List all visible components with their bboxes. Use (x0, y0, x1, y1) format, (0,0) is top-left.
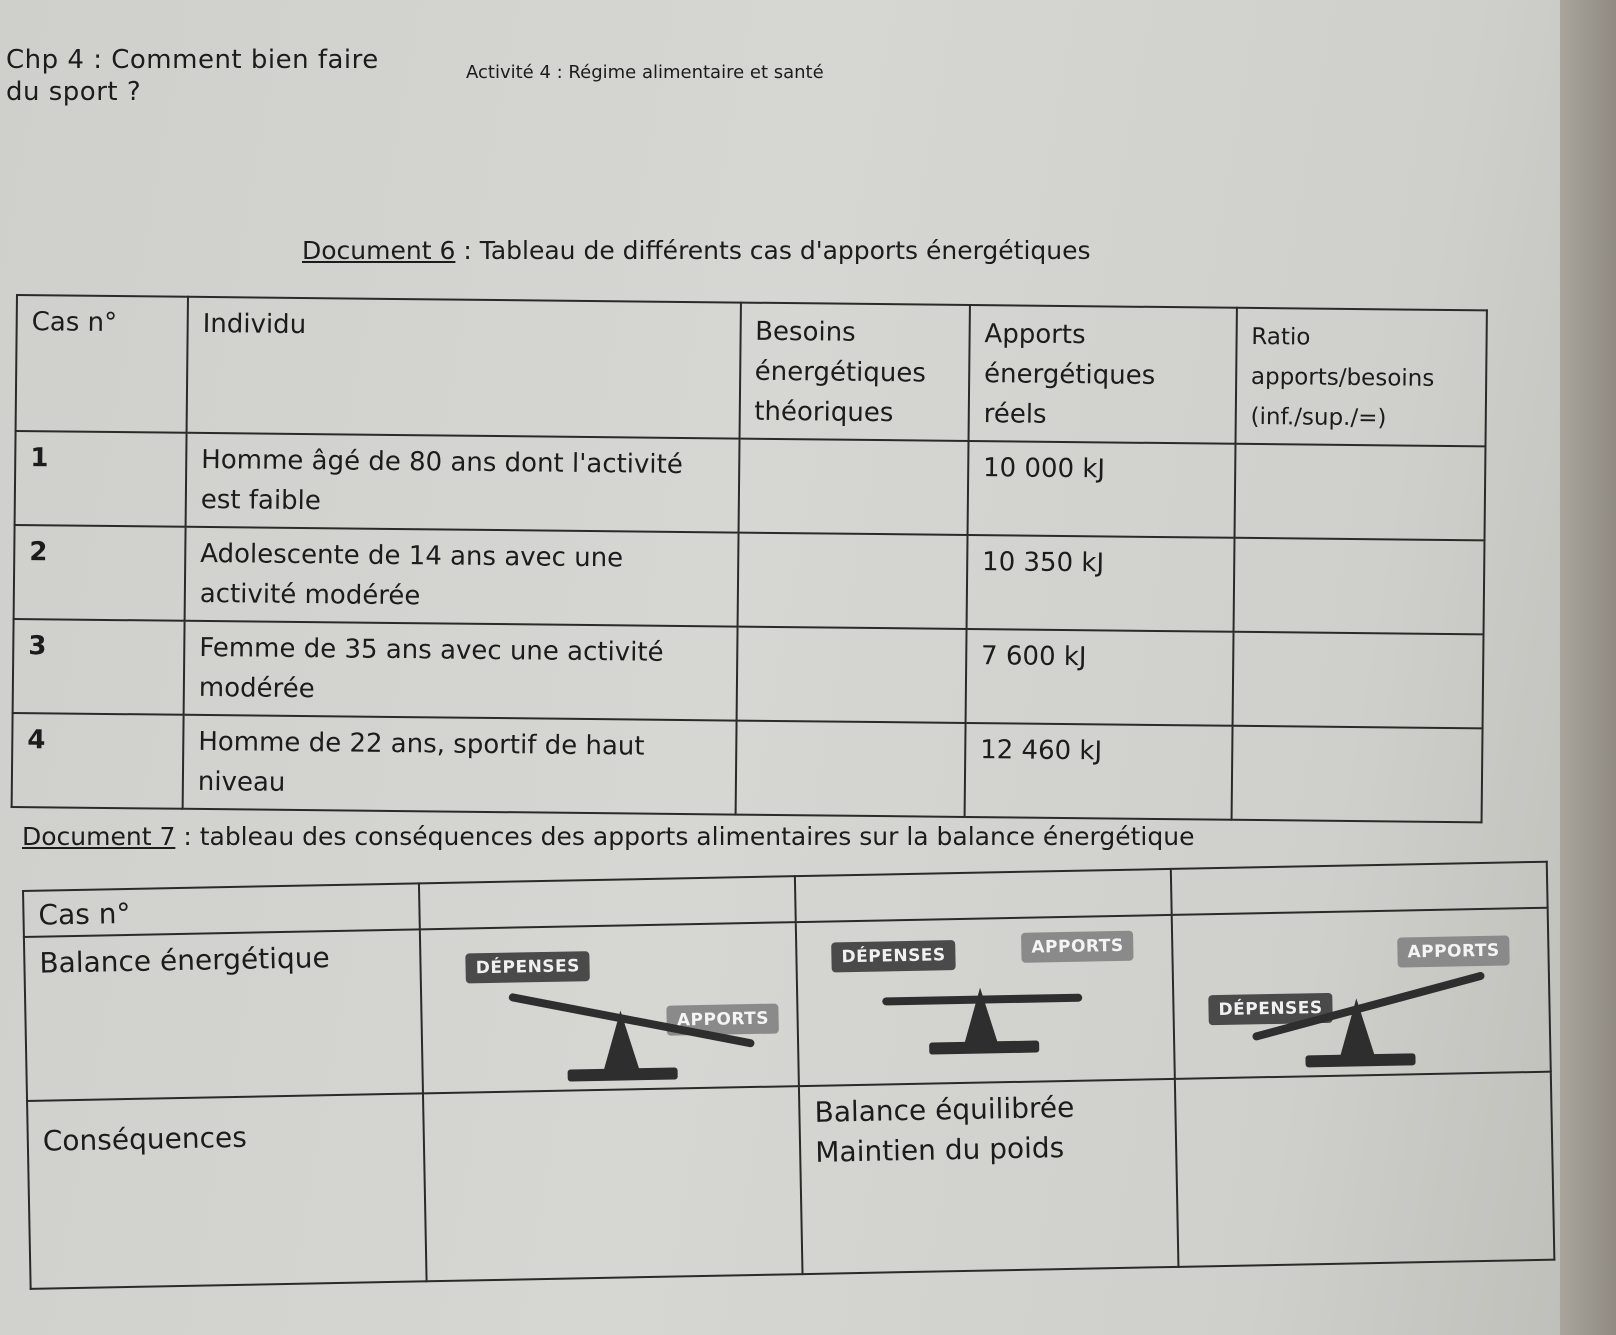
cell-besoins[interactable] (736, 627, 966, 723)
row-consequences (27, 1072, 1554, 1289)
cell-individu: Homme de 22 ans, sportif de haut niveau (183, 715, 737, 815)
cell-besoins[interactable] (737, 533, 967, 629)
cell-num: 4 (12, 713, 184, 809)
cell-individu: Femme de 35 ans avec une activité modérée (184, 621, 738, 721)
cell-ratio[interactable] (1232, 632, 1483, 729)
label-balance: Balance énergétique (24, 929, 423, 1101)
scale-label-depenses: DÉPENSES (831, 940, 956, 972)
scale-balanced-icon (811, 922, 1154, 1078)
consequence-equilibre-line1: Balance équilibrée (814, 1090, 1075, 1129)
balance-cell-1 (420, 922, 799, 1093)
cell-num: 3 (13, 619, 185, 715)
table-row (13, 619, 1484, 728)
cell-apports: 10 350 kJ (966, 535, 1234, 632)
document-6-title (302, 236, 1091, 265)
energy-balance-table (22, 861, 1555, 1290)
consequence-cell-3[interactable] (1175, 1072, 1554, 1267)
table-header-row (16, 295, 1487, 446)
cell-individu: Homme âgé de 80 ans dont l'activité est faible (186, 433, 740, 533)
table-row (14, 525, 1485, 634)
cell-apports: 10 000 kJ (967, 441, 1235, 538)
scale-post (603, 1010, 640, 1071)
header-cas: Cas n° (16, 295, 188, 433)
chapter-title-line2: du sport ? (6, 77, 142, 107)
cell-ratio[interactable] (1234, 444, 1485, 541)
cell-num: 2 (14, 525, 186, 621)
scale-post (962, 987, 999, 1048)
document-6-label: Document 6 (302, 236, 456, 265)
consequence-cell-2 (799, 1079, 1178, 1274)
cas-cell-1[interactable] (419, 876, 796, 929)
activity-title: Activité 4 : Régime alimentaire et santé (466, 62, 824, 83)
header-individu: Individu (187, 297, 741, 439)
header-besoins: Besoins énergétiques théoriques (739, 303, 970, 441)
table-row (12, 713, 1483, 822)
header-apports: Apports énergétiques réels (968, 305, 1236, 444)
document-7-title (22, 822, 1194, 851)
cell-individu: Adolescente de 14 ans avec une activité modérée (185, 527, 739, 627)
document-7-caption: : tableau des conséquences des apports alimentaires sur la balance énergétique (175, 822, 1195, 851)
cas-cell-2[interactable] (795, 869, 1172, 922)
cell-besoins[interactable] (735, 721, 965, 817)
scale-post (1338, 998, 1375, 1059)
energy-intake-table (11, 294, 1488, 823)
label-consequences: Conséquences (27, 1093, 427, 1289)
scale-foot (1305, 1053, 1415, 1067)
scale-foot (929, 1040, 1039, 1054)
scale-depenses-heavy-icon (1187, 915, 1530, 1071)
scale-label-depenses: DÉPENSES (1208, 993, 1333, 1025)
consequence-cell-1[interactable] (423, 1086, 802, 1281)
label-cas: Cas n° (23, 883, 420, 937)
chapter-title (6, 44, 379, 108)
document-6-caption: : Tableau de différents cas d'apports énergétiques (455, 236, 1091, 265)
scale-label-depenses: DÉPENSES (466, 951, 591, 983)
chapter-title-line1: Chp 4 : Comment bien faire (6, 45, 379, 75)
document-7-label: Document 7 (22, 822, 176, 851)
cell-apports: 12 460 kJ (964, 723, 1232, 820)
cell-besoins[interactable] (738, 439, 968, 535)
balance-cell-3 (1172, 908, 1551, 1079)
cas-cell-3[interactable] (1171, 862, 1548, 915)
cell-ratio[interactable] (1231, 726, 1482, 823)
cell-ratio[interactable] (1233, 538, 1484, 635)
scale-foot (568, 1067, 678, 1081)
header-ratio: Ratio apports/besoins (inf./sup./=) (1235, 308, 1487, 447)
row-balance (24, 908, 1551, 1101)
balance-cell-2 (796, 915, 1175, 1086)
table-row (15, 431, 1486, 540)
scale-label-apports: APPORTS (667, 1003, 780, 1035)
cell-num: 1 (15, 431, 187, 527)
consequence-equilibre-line2: Maintien du poids (815, 1131, 1065, 1169)
scale-label-apports: APPORTS (1021, 931, 1134, 963)
page-edge-shadow (1560, 0, 1616, 1335)
cell-apports: 7 600 kJ (965, 629, 1233, 726)
scale-label-apports: APPORTS (1397, 935, 1510, 967)
scale-apports-heavy-icon (435, 930, 778, 1086)
